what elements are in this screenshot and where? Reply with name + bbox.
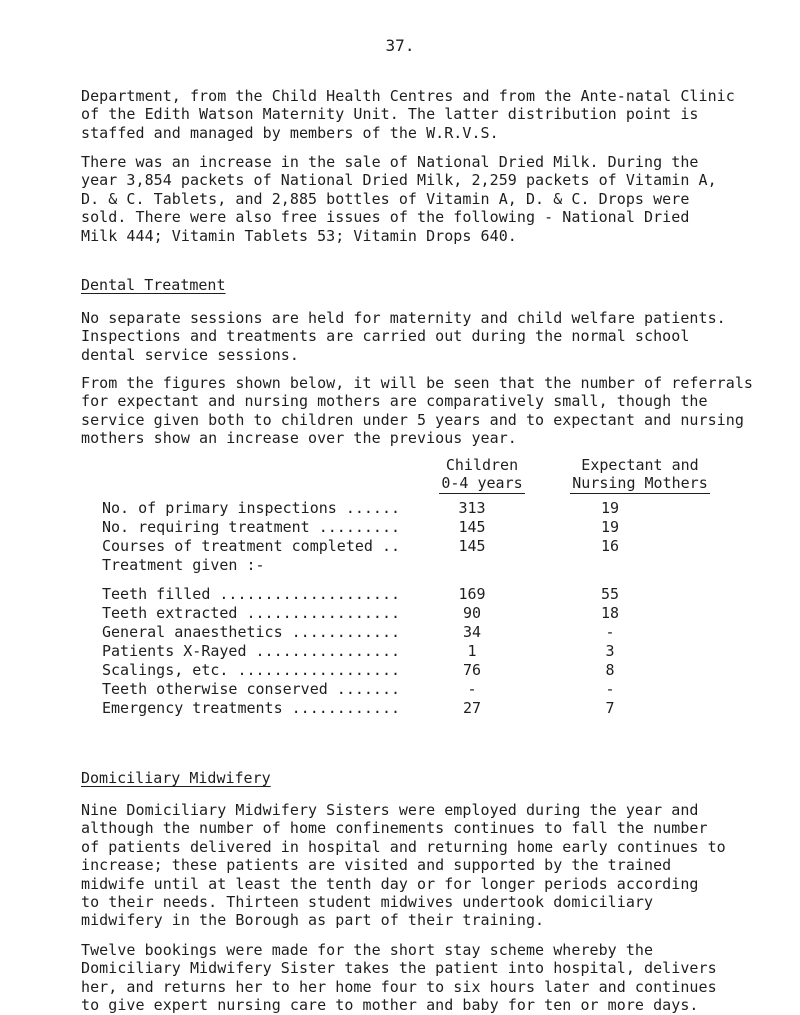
row-label: General anaesthetics ............ bbox=[102, 623, 401, 641]
paragraph-midwifery-sisters: Nine Domiciliary Midwifery Sisters were employed during the year and although the number of home confinements continues to fall the number of patients delivered in hospital and returning home early continues to increase; these patients are visited and supported by the trained midwife until at least the tenth day or for longer periods according to their needs. Thirteen student midwives undertook domiciliary midwifery in the Borough as part of their training. bbox=[81, 801, 726, 930]
row-label: No. requiring treatment ......... bbox=[102, 518, 401, 536]
paragraph-milk-sales: There was an increase in the sale of National Dried Milk. During the year 3,854 packets of National Dried Milk, 2,259 packets of Vitamin A, D. & C. Tablets, and 2,885 bottles of Vitamin A, D. & C. Drops were sold. There were also free issues of the following - National Dried Milk 444; Vitamin Tablets 53; Vitamin Drops 640. bbox=[81, 153, 717, 245]
table-row bbox=[102, 661, 702, 679]
mothers-value: 19 bbox=[600, 518, 620, 536]
page-number: 37. bbox=[385, 36, 415, 55]
table-row bbox=[102, 680, 702, 698]
children-value: 27 bbox=[462, 699, 482, 717]
row-label: Teeth filled .................... bbox=[102, 585, 401, 603]
row-label: Scalings, etc. .................. bbox=[102, 661, 401, 679]
column-header-mothers-line2: Nursing Mothers bbox=[572, 474, 708, 492]
children-value: 34 bbox=[462, 623, 482, 641]
mothers-value: 18 bbox=[600, 604, 620, 622]
table-row bbox=[102, 642, 702, 660]
children-value: 145 bbox=[458, 537, 486, 555]
paragraph-dental-sessions: No separate sessions are held for maternity and child welfare patients. Inspections and treatments are carried out during the normal school dental service sessions. bbox=[81, 309, 726, 364]
row-label: Treatment given :- bbox=[102, 556, 265, 574]
row-label: Courses of treatment completed .. bbox=[102, 537, 401, 555]
row-label: Teeth otherwise conserved ....... bbox=[102, 680, 401, 698]
table-row bbox=[102, 604, 702, 622]
column-header-children-line1: Children bbox=[445, 456, 519, 474]
children-value: 169 bbox=[458, 585, 486, 603]
table-row bbox=[102, 499, 702, 517]
children-value: 1 bbox=[467, 642, 477, 660]
column-header-children bbox=[418, 456, 546, 494]
heading-dental-treatment: Dental Treatment bbox=[81, 276, 226, 294]
mothers-value: 8 bbox=[605, 661, 615, 679]
mothers-value: - bbox=[605, 680, 615, 698]
children-value: - bbox=[467, 680, 477, 698]
mothers-value: 16 bbox=[600, 537, 620, 555]
children-value: 145 bbox=[458, 518, 486, 536]
paragraph-milk-distribution: Department, from the Child Health Centres and from the Ante-natal Clinic of the Edith Watson Maternity Unit. The latter distribution point is staffed and managed by members of the W.R.V.S. bbox=[81, 87, 735, 142]
table-row bbox=[102, 585, 702, 603]
mothers-value: - bbox=[605, 623, 615, 641]
children-value: 76 bbox=[462, 661, 482, 679]
paragraph-dental-figures: From the figures shown below, it will be seen that the number of referrals for expectant and nursing mothers are comparatively small, though the service given both to children under 5 years and to expectant and nursing mothers show an increase over the previous year. bbox=[81, 374, 753, 448]
children-value: 90 bbox=[462, 604, 482, 622]
table-row bbox=[102, 623, 702, 641]
table-row bbox=[102, 699, 702, 717]
table-row bbox=[102, 518, 702, 536]
children-value: 313 bbox=[458, 499, 486, 517]
paragraph-short-stay-scheme: Twelve bookings were made for the short stay scheme whereby the Domiciliary Midwifery Sister takes the patient into hospital, delivers her, and returns her to her home four to six hours later and continues to give expert nursing care to mother and baby for ten or more days. bbox=[81, 941, 717, 1015]
mothers-value: 19 bbox=[600, 499, 620, 517]
heading-domiciliary-midwifery: Domiciliary Midwifery bbox=[81, 769, 271, 787]
column-header-mothers-line1: Expectant and bbox=[581, 456, 699, 474]
column-header-children-line2: 0-4 years bbox=[441, 474, 523, 492]
row-label: No. of primary inspections ...... bbox=[102, 499, 401, 517]
mothers-value: 55 bbox=[600, 585, 620, 603]
row-label: Teeth extracted ................. bbox=[102, 604, 401, 622]
row-label: Patients X-Rayed ................ bbox=[102, 642, 401, 660]
table-row bbox=[102, 537, 702, 555]
column-header-mothers bbox=[535, 456, 745, 494]
mothers-value: 3 bbox=[605, 642, 615, 660]
row-label: Emergency treatments ............ bbox=[102, 699, 401, 717]
table-row bbox=[102, 556, 702, 574]
mothers-value: 7 bbox=[605, 699, 615, 717]
